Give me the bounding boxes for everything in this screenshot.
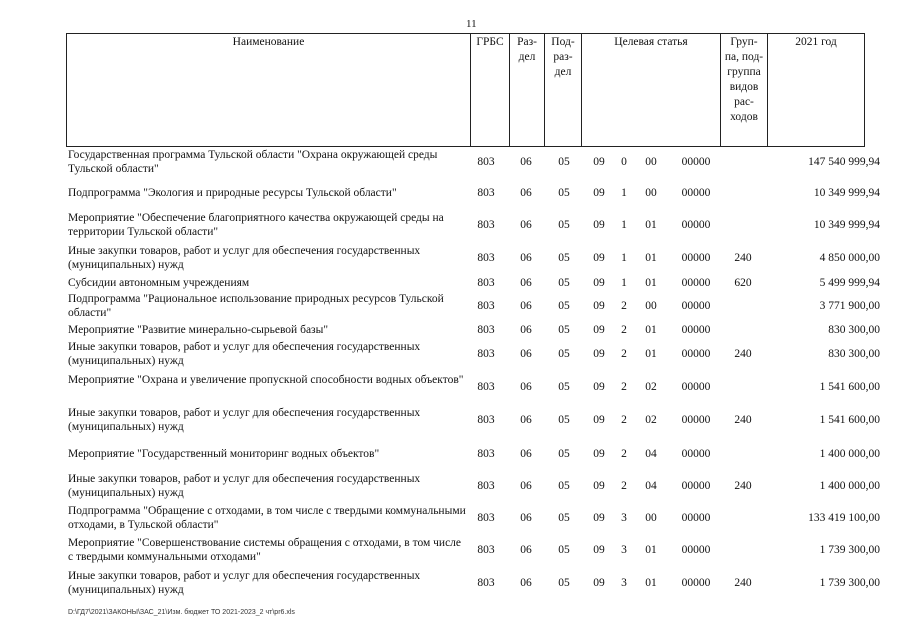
row-grbs: 803 — [477, 187, 495, 199]
table-row — [68, 447, 880, 461]
row-podrazdel: 05 — [558, 448, 570, 460]
row-grbs: 803 — [477, 277, 495, 289]
row-target-event: 00 — [645, 187, 657, 199]
row-grbs: 803 — [477, 381, 495, 393]
row-amount: 1 739 300,00 — [819, 544, 880, 556]
row-target-event: 00 — [645, 156, 657, 168]
row-target-direction: 00000 — [681, 252, 711, 264]
row-target-subprogram: 2 — [621, 448, 627, 460]
row-grbs: 803 — [477, 544, 495, 556]
row-target-program: 09 — [593, 448, 605, 460]
row-name: Иные закупки товаров, работ и услуг для обеспечения государственных (муниципальных) нужд — [68, 407, 421, 433]
row-target-direction: 00000 — [681, 544, 711, 556]
row-target-subprogram: 2 — [621, 414, 627, 426]
row-grbs: 803 — [477, 156, 495, 168]
row-grbs: 803 — [477, 300, 495, 312]
row-grbs: 803 — [477, 348, 495, 360]
row-target-program: 09 — [593, 187, 605, 199]
row-amount: 1 541 600,00 — [819, 381, 880, 393]
table-row — [68, 244, 880, 272]
header-year: 2021 год — [768, 34, 865, 147]
row-podrazdel: 05 — [558, 156, 570, 168]
row-razdel: 06 — [520, 577, 532, 589]
row-amount: 147 540 999,94 — [808, 156, 880, 168]
table-row — [68, 276, 880, 290]
row-target-subprogram: 1 — [621, 277, 627, 289]
row-podrazdel: 05 — [558, 324, 570, 336]
row-razdel: 06 — [520, 277, 532, 289]
row-target-subprogram: 1 — [621, 219, 627, 231]
row-name: Иные закупки товаров, работ и услуг для обеспечения государственных (муниципальных) нужд — [68, 341, 421, 367]
row-grbs: 803 — [477, 512, 495, 524]
row-razdel: 06 — [520, 252, 532, 264]
row-podrazdel: 05 — [558, 300, 570, 312]
row-name: Государственная программа Тульской области "Охрана окружающей среды Тульской области" — [68, 149, 438, 175]
row-target-subprogram: 1 — [621, 252, 627, 264]
row-target-direction: 00000 — [681, 348, 711, 360]
row-name: Подпрограмма "Обращение с отходами, в том числе с твердыми коммунальными отходами, в Тульской области" — [68, 505, 466, 531]
row-grbs: 803 — [477, 448, 495, 460]
row-expense-group: 240 — [734, 252, 752, 264]
row-target-direction: 00000 — [681, 480, 711, 492]
row-amount: 3 771 900,00 — [819, 300, 880, 312]
row-target-program: 09 — [593, 156, 605, 168]
row-grbs: 803 — [477, 480, 495, 492]
row-target-subprogram: 0 — [621, 156, 627, 168]
row-grbs: 803 — [477, 219, 495, 231]
row-target-direction: 00000 — [681, 219, 711, 231]
row-target-event: 04 — [645, 480, 657, 492]
row-target-event: 01 — [645, 577, 657, 589]
row-target-subprogram: 3 — [621, 544, 627, 556]
row-amount: 5 499 999,94 — [819, 277, 880, 289]
row-target-subprogram: 2 — [621, 381, 627, 393]
row-podrazdel: 05 — [558, 348, 570, 360]
table-row — [68, 323, 880, 337]
row-name: Мероприятие "Охрана и увеличение пропускной способности водных объектов" — [68, 374, 464, 386]
table-row — [68, 186, 880, 200]
table-row — [68, 148, 880, 176]
table-row — [68, 472, 880, 500]
row-target-direction: 00000 — [681, 277, 711, 289]
table-row — [68, 569, 880, 597]
row-target-program: 09 — [593, 480, 605, 492]
row-podrazdel: 05 — [558, 219, 570, 231]
row-target-program: 09 — [593, 577, 605, 589]
header-name: Наименование — [67, 34, 471, 147]
row-target-direction: 00000 — [681, 187, 711, 199]
table-row — [68, 406, 880, 434]
row-podrazdel: 05 — [558, 480, 570, 492]
row-name: Мероприятие "Совершенствование системы обращения с отходами, в том числе с твердыми коммунальными отходами" — [68, 537, 462, 563]
row-amount: 1 400 000,00 — [819, 480, 880, 492]
row-target-subprogram: 3 — [621, 512, 627, 524]
row-target-subprogram: 1 — [621, 187, 627, 199]
row-amount: 10 349 999,94 — [813, 219, 880, 231]
row-expense-group: 620 — [734, 277, 752, 289]
page-number: 11 — [466, 18, 477, 30]
table-row — [68, 292, 880, 320]
row-razdel: 06 — [520, 480, 532, 492]
table-row — [68, 373, 880, 401]
row-name: Иные закупки товаров, работ и услуг для обеспечения государственных (муниципальных) нужд — [68, 473, 421, 499]
row-amount: 4 850 000,00 — [819, 252, 880, 264]
row-target-event: 00 — [645, 512, 657, 524]
row-target-event: 02 — [645, 381, 657, 393]
row-target-direction: 00000 — [681, 512, 711, 524]
row-target-program: 09 — [593, 348, 605, 360]
row-podrazdel: 05 — [558, 544, 570, 556]
row-target-event: 01 — [645, 348, 657, 360]
row-name: Иные закупки товаров, работ и услуг для обеспечения государственных (муниципальных) нужд — [68, 570, 421, 596]
row-amount: 10 349 999,94 — [813, 187, 880, 199]
row-target-program: 09 — [593, 324, 605, 336]
row-amount: 830 300,00 — [828, 348, 880, 360]
table-row — [68, 211, 880, 239]
row-name: Субсидии автономным учреждениям — [68, 277, 250, 289]
row-target-subprogram: 3 — [621, 577, 627, 589]
row-target-event: 01 — [645, 324, 657, 336]
row-podrazdel: 05 — [558, 252, 570, 264]
table-row — [68, 504, 880, 532]
table-header — [66, 33, 865, 147]
row-amount: 830 300,00 — [828, 324, 880, 336]
row-grbs: 803 — [477, 577, 495, 589]
row-amount: 1 400 000,00 — [819, 448, 880, 460]
row-target-direction: 00000 — [681, 300, 711, 312]
row-razdel: 06 — [520, 414, 532, 426]
row-target-event: 01 — [645, 219, 657, 231]
row-target-direction: 00000 — [681, 414, 711, 426]
row-podrazdel: 05 — [558, 187, 570, 199]
header-grbs: ГРБС — [471, 34, 510, 147]
row-target-program: 09 — [593, 512, 605, 524]
row-target-program: 09 — [593, 219, 605, 231]
row-target-subprogram: 2 — [621, 300, 627, 312]
row-amount: 1 541 600,00 — [819, 414, 880, 426]
row-podrazdel: 05 — [558, 512, 570, 524]
table-row — [68, 536, 880, 564]
row-target-direction: 00000 — [681, 381, 711, 393]
file-path-footer: D:\ГД7\2021\ЗАКОНЫ\ЗАС_21\Изм. бюджет ТО 2021-2023_2 чт\pr6.xls — [68, 609, 295, 616]
row-razdel: 06 — [520, 381, 532, 393]
row-target-direction: 00000 — [681, 324, 711, 336]
row-razdel: 06 — [520, 544, 532, 556]
row-amount: 1 739 300,00 — [819, 577, 880, 589]
row-expense-group: 240 — [734, 414, 752, 426]
row-target-direction: 00000 — [681, 156, 711, 168]
row-expense-group: 240 — [734, 348, 752, 360]
row-target-event: 04 — [645, 448, 657, 460]
row-name: Мероприятие "Развитие минерально-сырьевой базы" — [68, 324, 329, 336]
row-target-program: 09 — [593, 277, 605, 289]
row-target-event: 00 — [645, 300, 657, 312]
row-razdel: 06 — [520, 219, 532, 231]
row-razdel: 06 — [520, 324, 532, 336]
row-target-program: 09 — [593, 300, 605, 312]
row-podrazdel: 05 — [558, 414, 570, 426]
row-name: Подпрограмма "Рациональное использование природных ресурсов Тульской области" — [68, 293, 444, 319]
row-target-subprogram: 2 — [621, 348, 627, 360]
row-name: Мероприятие "Государственный мониторинг водных объектов" — [68, 448, 380, 460]
row-target-event: 02 — [645, 414, 657, 426]
row-expense-group: 240 — [734, 480, 752, 492]
row-target-program: 09 — [593, 381, 605, 393]
row-podrazdel: 05 — [558, 277, 570, 289]
row-target-program: 09 — [593, 544, 605, 556]
row-target-event: 01 — [645, 252, 657, 264]
row-podrazdel: 05 — [558, 381, 570, 393]
row-target-program: 09 — [593, 414, 605, 426]
row-podrazdel: 05 — [558, 577, 570, 589]
row-grbs: 803 — [477, 324, 495, 336]
row-grbs: 803 — [477, 252, 495, 264]
table-row — [68, 340, 880, 368]
header-podrazdel: Под- раз- дел — [545, 34, 582, 147]
row-target-event: 01 — [645, 277, 657, 289]
row-razdel: 06 — [520, 187, 532, 199]
row-name: Мероприятие "Обеспечение благоприятного качества окружающей среды на территории Тульской области" — [68, 212, 444, 238]
row-razdel: 06 — [520, 156, 532, 168]
row-target-subprogram: 2 — [621, 324, 627, 336]
row-razdel: 06 — [520, 448, 532, 460]
row-target-direction: 00000 — [681, 448, 711, 460]
header-target-article: Целевая статья — [582, 34, 721, 147]
row-target-program: 09 — [593, 252, 605, 264]
row-name: Иные закупки товаров, работ и услуг для обеспечения государственных (муниципальных) нужд — [68, 245, 421, 271]
row-name: Подпрограмма "Экология и природные ресурсы Тульской области" — [68, 187, 397, 199]
row-expense-group: 240 — [734, 577, 752, 589]
row-target-event: 01 — [645, 544, 657, 556]
row-razdel: 06 — [520, 300, 532, 312]
header-expense-group: Груп- па, под- группа видов рас- ходов — [721, 34, 768, 147]
row-razdel: 06 — [520, 512, 532, 524]
row-grbs: 803 — [477, 414, 495, 426]
row-razdel: 06 — [520, 348, 532, 360]
row-amount: 133 419 100,00 — [808, 512, 880, 524]
row-target-direction: 00000 — [681, 577, 711, 589]
header-razdel: Раз- дел — [510, 34, 545, 147]
row-target-subprogram: 2 — [621, 480, 627, 492]
